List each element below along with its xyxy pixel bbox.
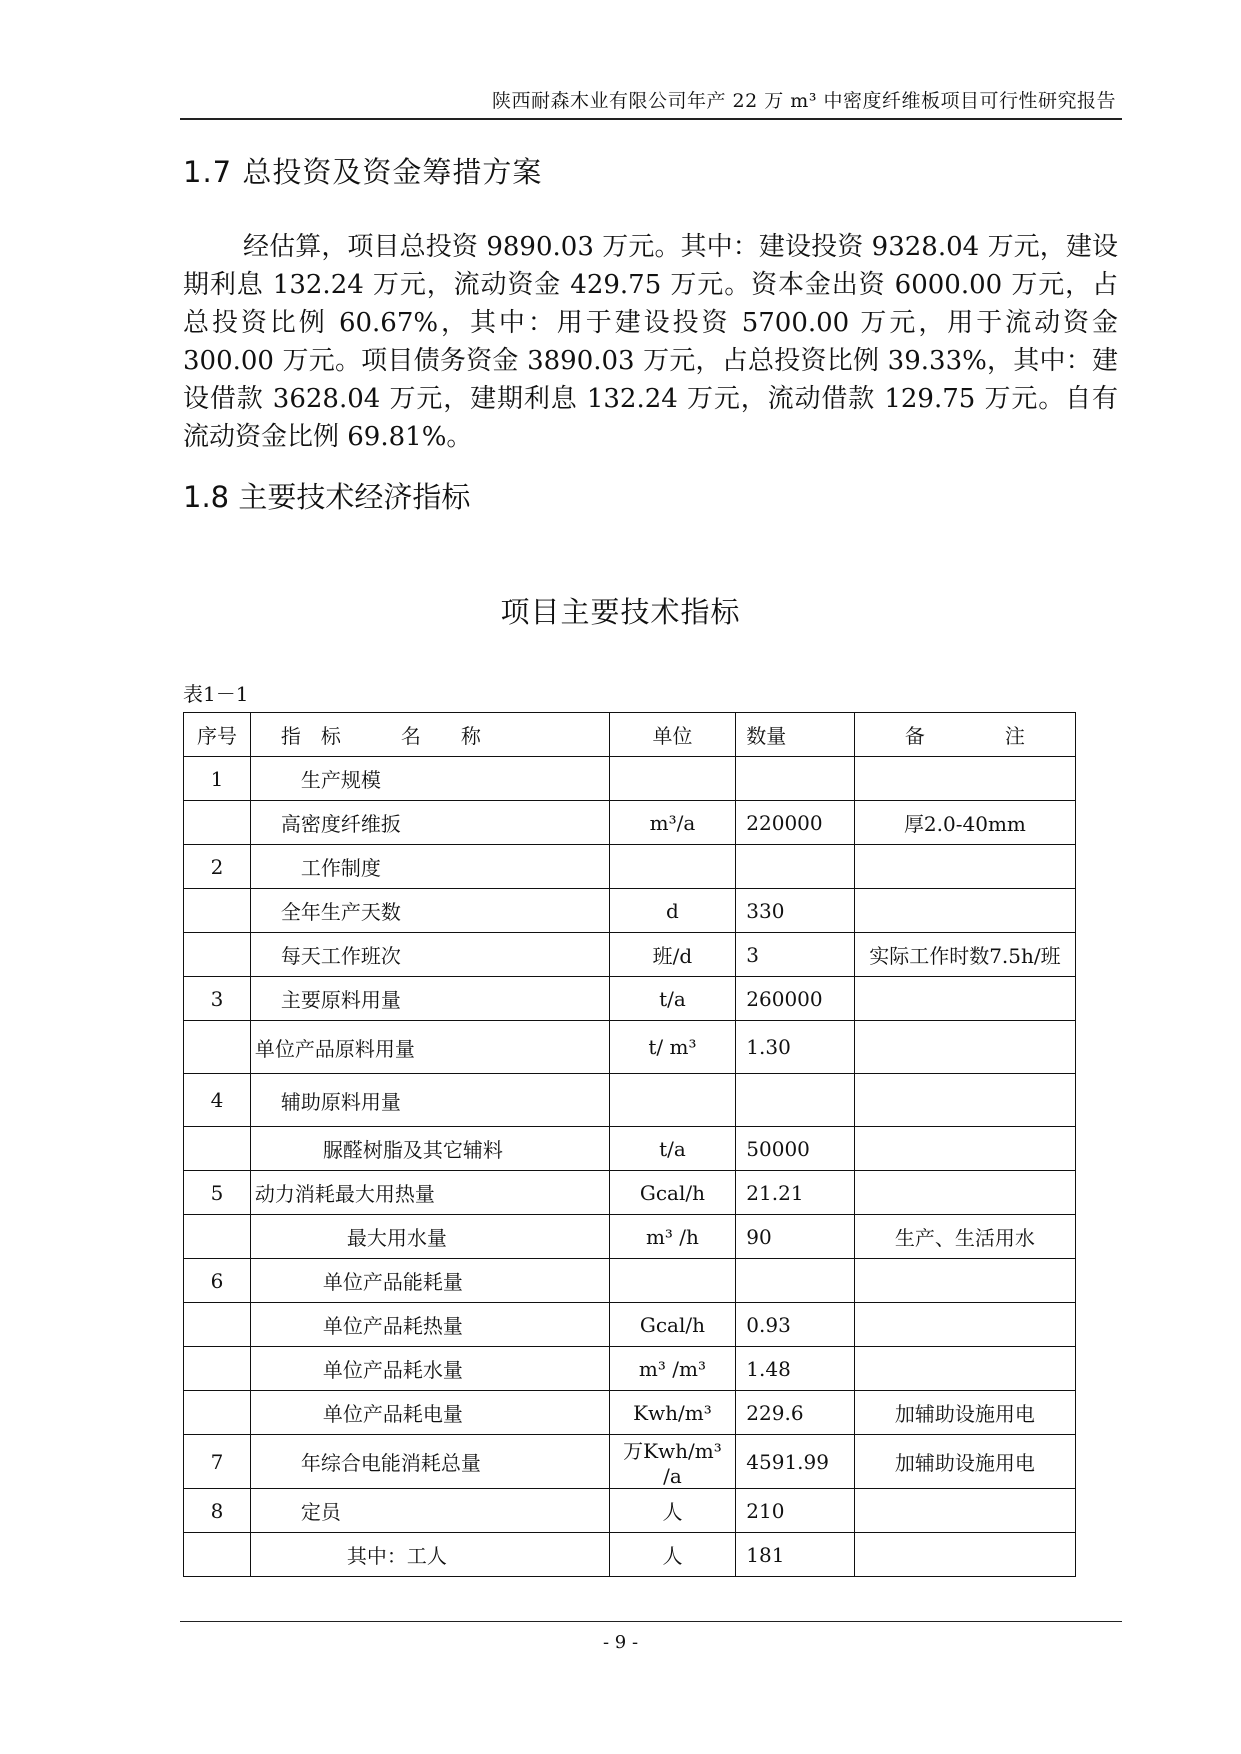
header-cell-indicator-name: 指 标 名 称 (250, 713, 609, 757)
remark-cell (854, 1171, 1075, 1215)
unit-cell: m³/a (609, 801, 736, 845)
indicator-name-cell: 工作制度 (250, 845, 609, 889)
indicator-name-cell: 单位产品耗电量 (250, 1391, 609, 1435)
table-row (184, 1533, 1076, 1577)
row-number-cell (184, 1347, 251, 1391)
indicator-name-cell: 辅助原料用量 (250, 1074, 609, 1127)
unit-cell (609, 757, 736, 801)
row-number-cell (184, 1391, 251, 1435)
section-heading-1-7: 1.7 总投资及资金筹措方案 (183, 155, 543, 189)
indicator-name-cell: 高密度纤维扳 (250, 801, 609, 845)
unit-cell: d (609, 889, 736, 933)
page-header (180, 84, 1122, 120)
row-number-cell (184, 1127, 251, 1171)
indicator-name-cell: 单位产品耗水量 (250, 1347, 609, 1391)
remark-cell (854, 1533, 1075, 1577)
indicator-name-cell: 单位产品能耗量 (250, 1259, 609, 1303)
table-row (184, 1074, 1076, 1127)
table-row (184, 1171, 1076, 1215)
table-row (184, 1435, 1076, 1489)
row-number-cell: 3 (184, 977, 251, 1021)
indicator-name-cell: 每天工作班次 (250, 933, 609, 977)
table-row (184, 1489, 1076, 1533)
table-row (184, 1259, 1076, 1303)
remark-cell: 加辅助设施用电 (854, 1435, 1075, 1489)
unit-cell (609, 1074, 736, 1127)
header-title: 陕西耐森木业有限公司年产 22 万 m³ 中密度纤维板项目可行性研究报告 (492, 90, 1116, 112)
unit-cell: m³ /h (609, 1215, 736, 1259)
indicator-name-cell: 全年生产天数 (250, 889, 609, 933)
indicator-table (183, 712, 1076, 1577)
unit-cell (609, 1259, 736, 1303)
table-row (184, 801, 1076, 845)
table-number: 表1－1 (183, 682, 249, 706)
unit-cell: Gcal/h (609, 1171, 736, 1215)
remark-cell (854, 1021, 1075, 1074)
remark-cell (854, 757, 1075, 801)
row-number-cell: 8 (184, 1489, 251, 1533)
quantity-cell: 4591.99 (736, 1435, 855, 1489)
table-row (184, 1391, 1076, 1435)
remark-cell: 加辅助设施用电 (854, 1391, 1075, 1435)
indicator-name-cell: 单位产品耗热量 (250, 1303, 609, 1347)
row-number-cell: 4 (184, 1074, 251, 1127)
quantity-cell: 1.48 (736, 1347, 855, 1391)
table-row (184, 933, 1076, 977)
table-row (184, 977, 1076, 1021)
indicator-name-cell: 脲醛树脂及其它辅料 (250, 1127, 609, 1171)
remark-cell (854, 1489, 1075, 1533)
remark-cell (854, 1074, 1075, 1127)
quantity-cell: 210 (736, 1489, 855, 1533)
remark-cell (854, 1347, 1075, 1391)
table-row (184, 1021, 1076, 1074)
remark-cell (854, 1127, 1075, 1171)
row-number-cell (184, 933, 251, 977)
row-number-cell: 5 (184, 1171, 251, 1215)
table-row (184, 1303, 1076, 1347)
indicator-name-cell: 其中：工人 (250, 1533, 609, 1577)
remark-cell: 厚2.0-40mm (854, 801, 1075, 845)
row-number-cell: 1 (184, 757, 251, 801)
indicator-name-cell: 生产规模 (250, 757, 609, 801)
header-cell-row-number: 序号 (184, 713, 251, 757)
table-row (184, 757, 1076, 801)
unit-cell: t/ m³ (609, 1021, 736, 1074)
remark-cell: 实际工作时数7.5h/班 (854, 933, 1075, 977)
indicator-name-cell: 定员 (250, 1489, 609, 1533)
indicator-name-cell: 动力消耗最大用热量 (250, 1171, 609, 1215)
remark-cell (854, 889, 1075, 933)
unit-cell: 人 (609, 1489, 736, 1533)
quantity-cell: 90 (736, 1215, 855, 1259)
row-number-cell (184, 1021, 251, 1074)
table-row (184, 845, 1076, 889)
row-number-cell (184, 801, 251, 845)
table-row (184, 1127, 1076, 1171)
row-number-cell (184, 1533, 251, 1577)
indicator-name-cell: 最大用水量 (250, 1215, 609, 1259)
quantity-cell: 260000 (736, 977, 855, 1021)
unit-cell: m³ /m³ (609, 1347, 736, 1391)
unit-cell: 人 (609, 1533, 736, 1577)
indicator-name-cell: 主要原料用量 (250, 977, 609, 1021)
quantity-cell: 181 (736, 1533, 855, 1577)
table-row (184, 889, 1076, 933)
indicator-name-cell: 年综合电能消耗总量 (250, 1435, 609, 1489)
unit-cell: Gcal/h (609, 1303, 736, 1347)
remark-cell (854, 1259, 1075, 1303)
row-number-cell (184, 889, 251, 933)
quantity-cell: 50000 (736, 1127, 855, 1171)
unit-cell: 万Kwh/m³ /a (609, 1435, 736, 1489)
section-1-7-paragraph: 经估算，项目总投资 9890.03 万元。其中：建设投资 9328.04 万元，建设期利息 132.24 万元，流动资金 429.75 万元。资本金出资 6000.00 万元，占总投资比例 60.67%，其中：用于建设投资 5700.00 万元，用于流动资金 300.00 万元。项目债务资金 3890.03 万元，占总投资比例 39.33%，其中：建设借款 3628.04 万元，建期利息 132.24 万元，流动借款 129.75 万元。自有流动资金比例 69.81%。 (183, 232, 1118, 452)
quantity-cell: 21.21 (736, 1171, 855, 1215)
quantity-cell (736, 1259, 855, 1303)
remark-cell (854, 845, 1075, 889)
remark-cell (854, 977, 1075, 1021)
page-number: - 9 - (602, 1632, 639, 1653)
table-row (184, 1347, 1076, 1391)
unit-cell: Kwh/m³ (609, 1391, 736, 1435)
quantity-cell: 229.6 (736, 1391, 855, 1435)
row-number-cell (184, 1215, 251, 1259)
unit-cell (609, 845, 736, 889)
row-number-cell (184, 1303, 251, 1347)
quantity-cell (736, 757, 855, 801)
row-number-cell: 7 (184, 1435, 251, 1489)
quantity-cell: 3 (736, 933, 855, 977)
quantity-cell: 330 (736, 889, 855, 933)
table-title: 项目主要技术指标 (500, 595, 741, 629)
remark-cell (854, 1303, 1075, 1347)
unit-cell: t/a (609, 1127, 736, 1171)
quantity-cell: 1.30 (736, 1021, 855, 1074)
header-cell-quantity: 数量 (736, 713, 855, 757)
table-header-row (184, 713, 1076, 757)
header-cell-unit: 单位 (609, 713, 736, 757)
row-number-cell: 6 (184, 1259, 251, 1303)
section-heading-1-8: 1.8 主要技术经济指标 (183, 480, 471, 514)
unit-cell: 班/d (609, 933, 736, 977)
table-row (184, 1215, 1076, 1259)
row-number-cell: 2 (184, 845, 251, 889)
quantity-cell (736, 1074, 855, 1127)
quantity-cell (736, 845, 855, 889)
quantity-cell: 220000 (736, 801, 855, 845)
remark-cell: 生产、生活用水 (854, 1215, 1075, 1259)
quantity-cell: 0.93 (736, 1303, 855, 1347)
footer-rule (180, 1621, 1122, 1622)
header-cell-remark: 备 注 (854, 713, 1075, 757)
indicator-name-cell: 单位产品原料用量 (250, 1021, 609, 1074)
unit-cell: t/a (609, 977, 736, 1021)
